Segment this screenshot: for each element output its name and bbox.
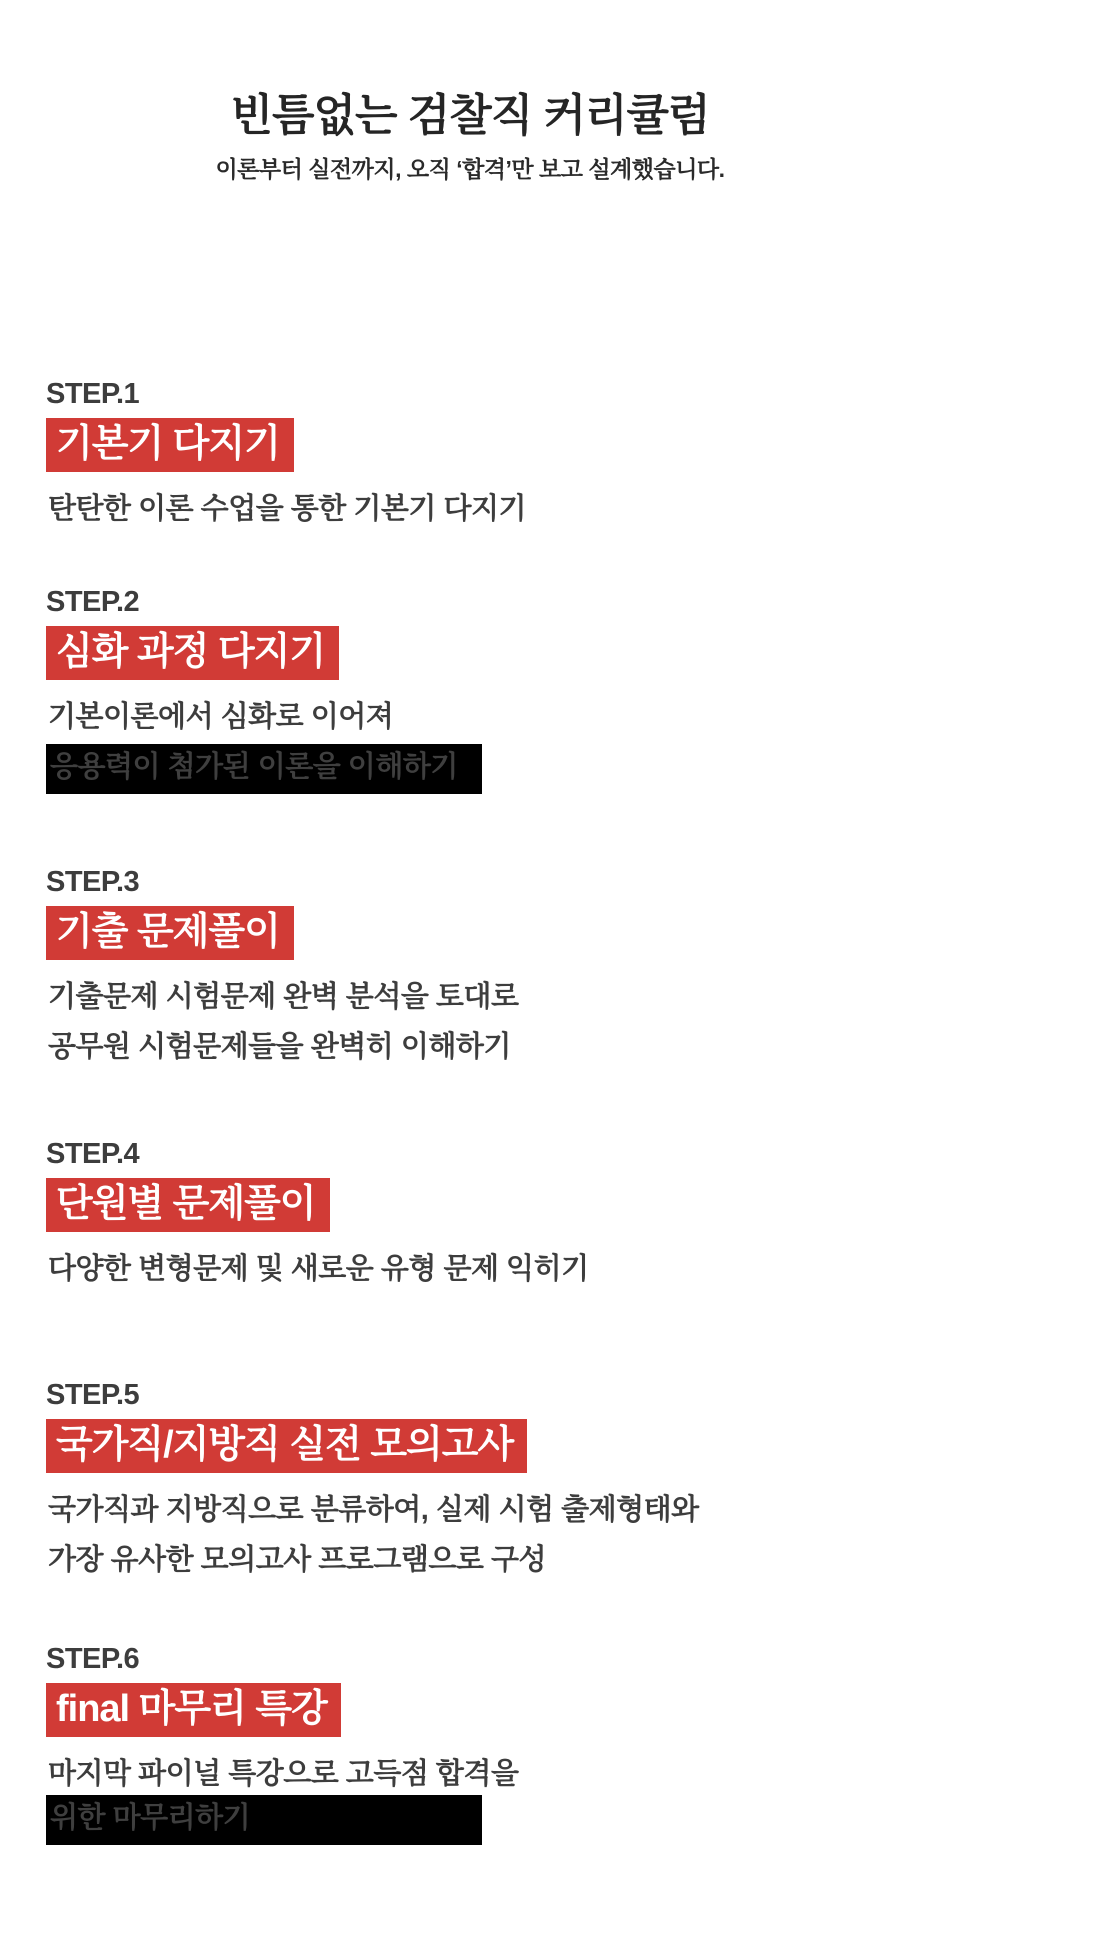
step-3-desc-line-2: 공무원 시험문제들을 완벽히 이해하기 [48, 1031, 511, 1063]
step-4-title: 단원별 문제풀이 [46, 1178, 330, 1232]
step-3-section [46, 866, 1046, 1066]
step-4-label: STEP.4 [46, 1138, 140, 1170]
step-6-title: final 마무리 특강 [46, 1683, 341, 1737]
step-5-desc-line-1: 국가직과 지방직으로 분류하여, 실제 시험 출제형태와 [48, 1494, 699, 1526]
step-3-title: 기출 문제풀이 [46, 906, 294, 960]
step-6-desc-line-2-highlighted: 위한 마무리하기 [46, 1795, 482, 1845]
step-1-label: STEP.1 [46, 378, 140, 410]
step-3-label: STEP.3 [46, 866, 140, 898]
step-6-label: STEP.6 [46, 1643, 140, 1675]
step-5-desc-line-2: 가장 유사한 모의고사 프로그램으로 구성 [48, 1544, 546, 1576]
step-4-desc-line-1: 다양한 변형문제 및 새로운 유형 문제 익히기 [48, 1253, 589, 1285]
step-3-desc-line-1: 기출문제 시험문제 완벽 분석을 토대로 [48, 981, 519, 1013]
step-1-title: 기본기 다지기 [46, 418, 294, 472]
page-subtitle: 이론부터 실전까지, 오직 ‘합격’만 보고 설계했습니다. [215, 156, 725, 182]
header [0, 92, 940, 183]
step-5-title: 국가직/지방직 실전 모의고사 [46, 1419, 527, 1473]
step-5-body [46, 1491, 1046, 1579]
step-6-desc-line-1: 마지막 파이널 특강으로 고득점 합격을 [48, 1758, 519, 1790]
step-6-section [46, 1643, 1046, 1845]
step-2-label: STEP.2 [46, 586, 140, 618]
step-1-desc-line-1: 탄탄한 이론 수업을 통한 기본기 다지기 [48, 493, 527, 525]
step-1-body [46, 490, 1046, 528]
step-2-body [46, 698, 1046, 794]
step-4-section [46, 1138, 1046, 1288]
page-title: 빈틈없는 검찰직 커리큘럼 [230, 91, 710, 140]
step-5-label: STEP.5 [46, 1379, 140, 1411]
step-3-body [46, 978, 1046, 1066]
step-2-title: 심화 과정 다지기 [46, 626, 339, 680]
step-5-section [46, 1379, 1046, 1579]
step-2-desc-line-1: 기본이론에서 심화로 이어져 [48, 701, 394, 733]
step-6-body [46, 1755, 1046, 1845]
step-1-section [46, 378, 1046, 528]
step-2-section [46, 586, 1046, 794]
step-4-body [46, 1250, 1046, 1288]
step-2-desc-line-2-highlighted: 응용력이 첨가된 이론을 이해하기 [46, 744, 482, 794]
